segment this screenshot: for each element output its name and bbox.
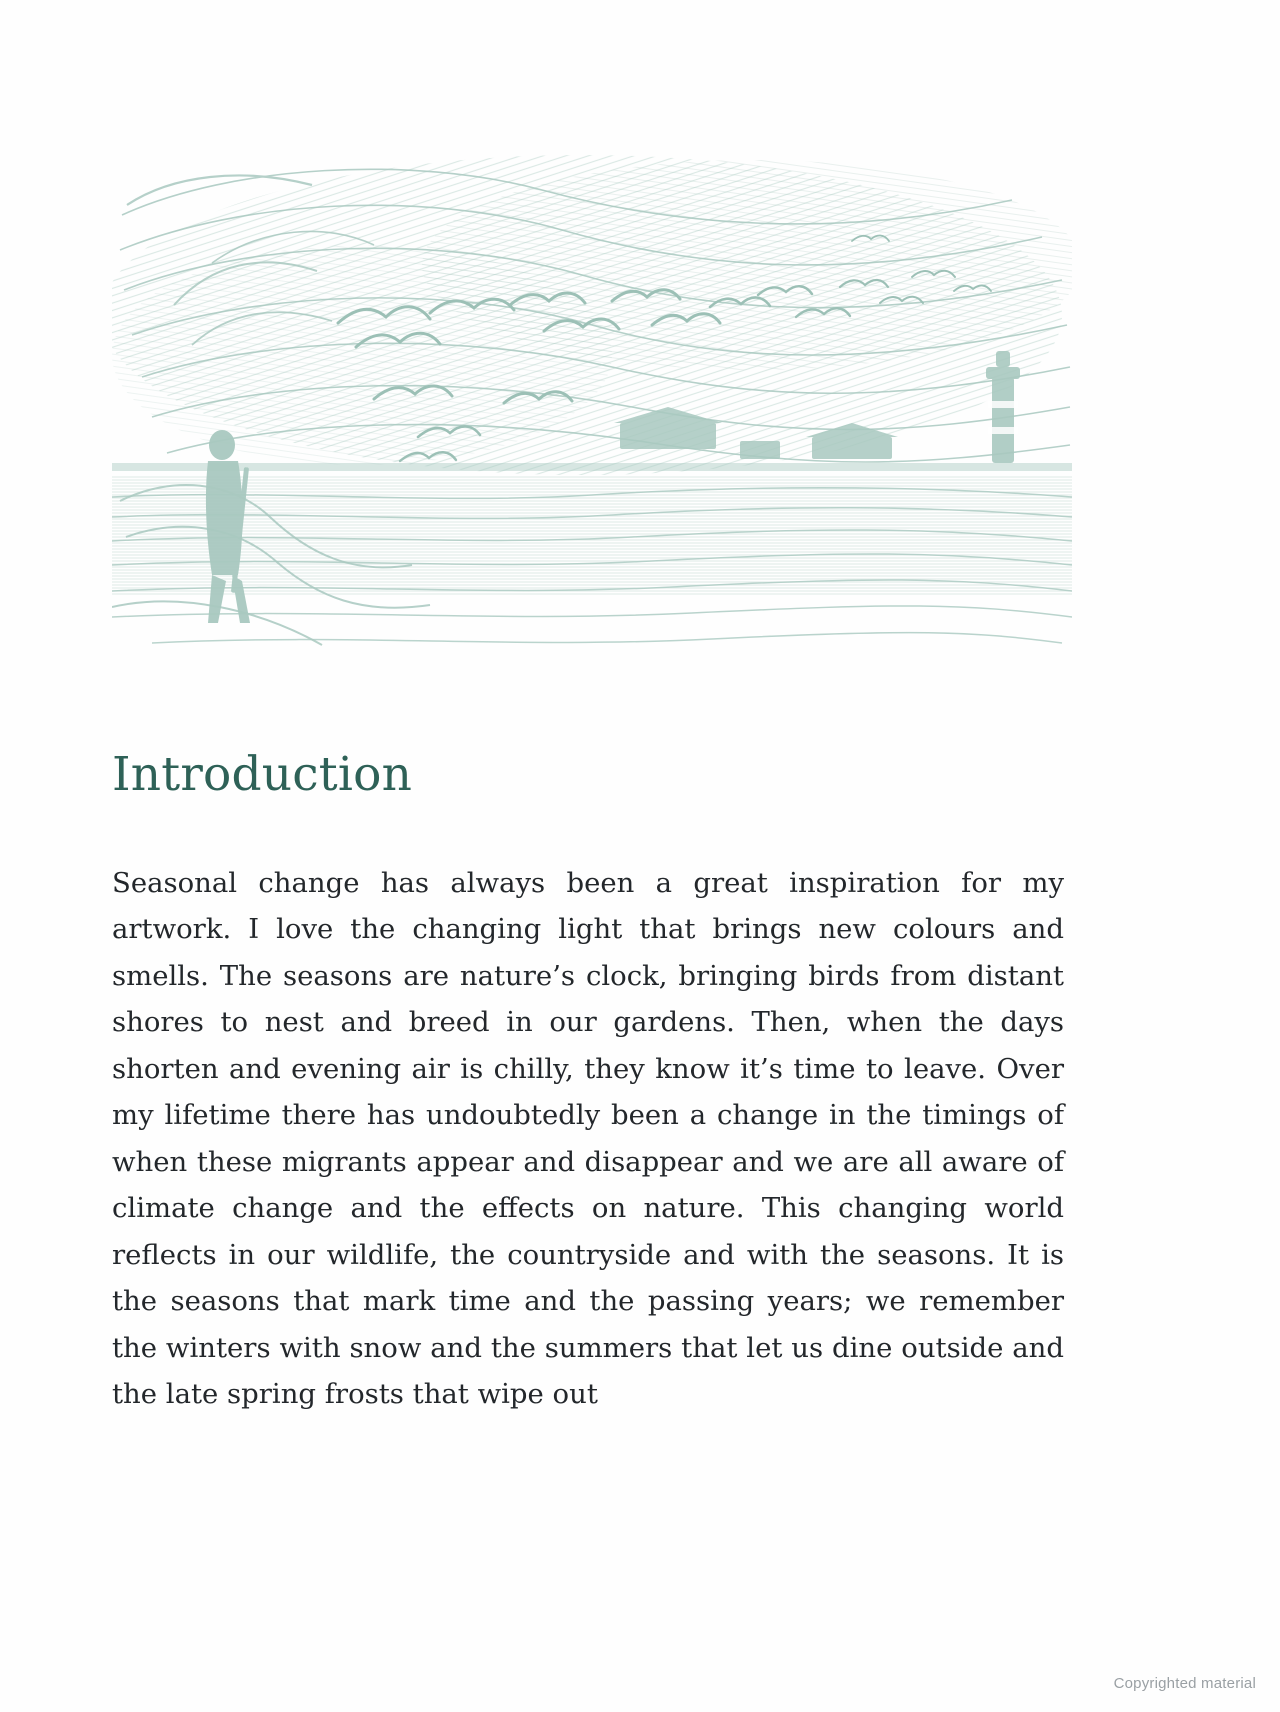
copyright-watermark: Copyrighted material xyxy=(1113,1675,1256,1692)
lighthouse xyxy=(986,351,1020,463)
introduction-paragraph: Seasonal change has always been a great inspiration for my artwork. I love the changing light that brings new colours and smells. The seasons are nature’s clock, bringing birds from distant shores to nest and breed in our gardens. Then, when the days shorten and evening air is chilly, they know it’s time to leave. Over my lifetime there has undoubtedly been a change in the timings of when these migrants appear and disappear and we are all aware of climate change and the effects on nature. This changing world reflects in our wildlife, the countryside and with the seasons. It is the seasons that mark time and the passing years; we remember the winters with snow and the summers that let us dine outside and the late spring frosts that wipe out xyxy=(112,866,1064,1410)
page-title: Introduction xyxy=(112,747,413,803)
sky-hatching xyxy=(112,155,1072,475)
chapter-illustration xyxy=(112,145,1072,660)
